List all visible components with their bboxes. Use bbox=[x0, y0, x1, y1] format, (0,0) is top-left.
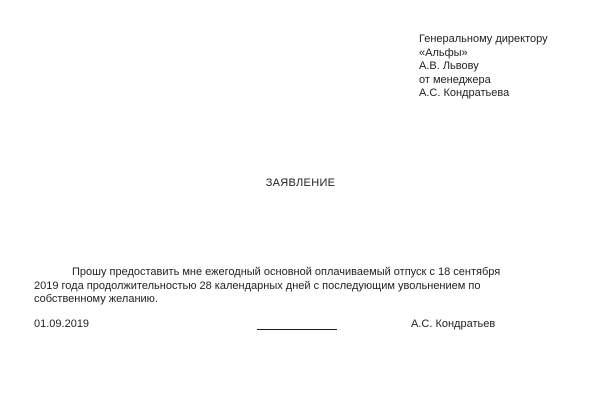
body-line-3: собственному желанию. bbox=[34, 293, 158, 305]
addressee-block bbox=[419, 33, 594, 101]
document-date: 01.09.2019 bbox=[34, 318, 90, 330]
signer-name: А.С. Кондратьев bbox=[411, 318, 496, 330]
addressee-name: А.В. Львову bbox=[419, 60, 479, 72]
document-title: ЗАЯВЛЕНИЕ bbox=[265, 177, 336, 189]
sender-position: от менеджера bbox=[419, 73, 491, 86]
body-line-1: Прошу предоставить мне ежегодный основной оплачиваемый отпуск с 18 сентября bbox=[72, 266, 501, 278]
sender-name: А.С. Кондратьева bbox=[419, 87, 510, 99]
signature-line bbox=[257, 329, 337, 330]
addressee-position: Генеральному директору bbox=[419, 33, 548, 45]
body-line-2: 2019 года продолжительностью 28 календарных дней с последующим увольнением по bbox=[34, 279, 481, 292]
application-body bbox=[34, 266, 564, 307]
addressee-company: «Альфы» bbox=[419, 46, 468, 59]
